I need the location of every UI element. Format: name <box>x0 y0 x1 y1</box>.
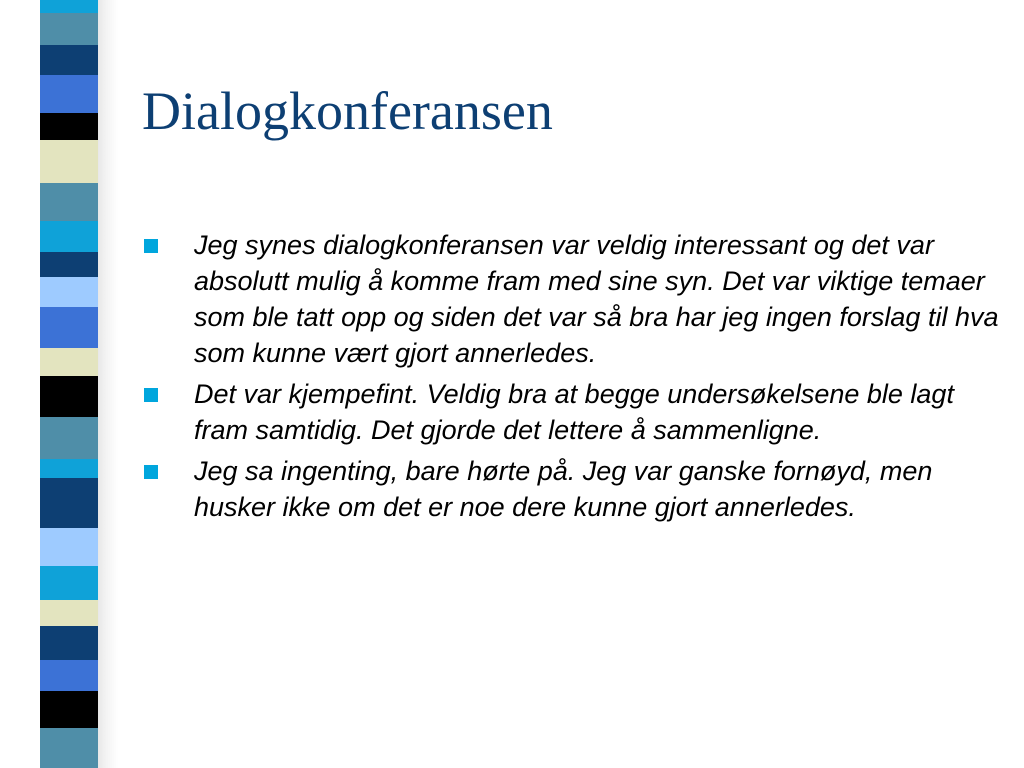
stripe-segment <box>40 660 98 691</box>
bullet-list <box>142 227 1002 530</box>
stripe-segment <box>40 307 98 348</box>
stripe-segment <box>40 13 98 44</box>
stripe-segment <box>40 376 98 417</box>
bullet-item-1 <box>142 227 1002 371</box>
stripe-segment <box>40 566 98 599</box>
slide-title: Dialogkonferansen <box>142 81 553 141</box>
stripe-segment <box>40 0 98 13</box>
stripe-segment <box>40 183 98 221</box>
stripe-segment <box>40 626 98 659</box>
decorative-stripe-column <box>40 0 98 768</box>
stripe-segment <box>40 600 98 627</box>
stripe-segment <box>40 348 98 376</box>
stripe-segment <box>40 75 98 113</box>
square-bullet-icon <box>144 388 158 402</box>
square-bullet-icon <box>144 465 158 479</box>
bullet-text: Det var kjempefint. Veldig bra at begge undersøkelsene ble lagt fram samtidig. Det gjorde det lettere å sammenligne. <box>194 379 954 445</box>
bullet-text: Jeg synes dialogkonferansen var veldig interessant og det var absolutt mulig å komme fram med sine syn. Det var viktige temaer som ble tatt opp og siden det var så bra har jeg ingen forslag til hva som kunne vært gjort annerledes. <box>194 230 999 368</box>
stripe-segment <box>40 459 98 478</box>
stripe-segment <box>40 728 98 768</box>
decorative-stripe-band <box>0 0 118 768</box>
stripe-segment <box>40 113 98 140</box>
stripe-segment <box>40 221 98 252</box>
stripe-segment <box>40 417 98 459</box>
stripe-segment <box>40 45 98 75</box>
stripe-segment <box>40 691 98 728</box>
square-bullet-icon <box>144 239 158 253</box>
stripe-segment <box>40 478 98 528</box>
stripe-segment <box>40 252 98 277</box>
bullet-item-3 <box>142 453 1002 525</box>
bullet-text: Jeg sa ingenting, bare hørte på. Jeg var ganske fornøyd, men husker ikke om det er noe dere kunne gjort annerledes. <box>194 456 933 522</box>
bullet-item-2 <box>142 376 1002 448</box>
stripe-segment <box>40 528 98 566</box>
stripe-segment <box>40 140 98 183</box>
stripe-segment <box>40 277 98 307</box>
